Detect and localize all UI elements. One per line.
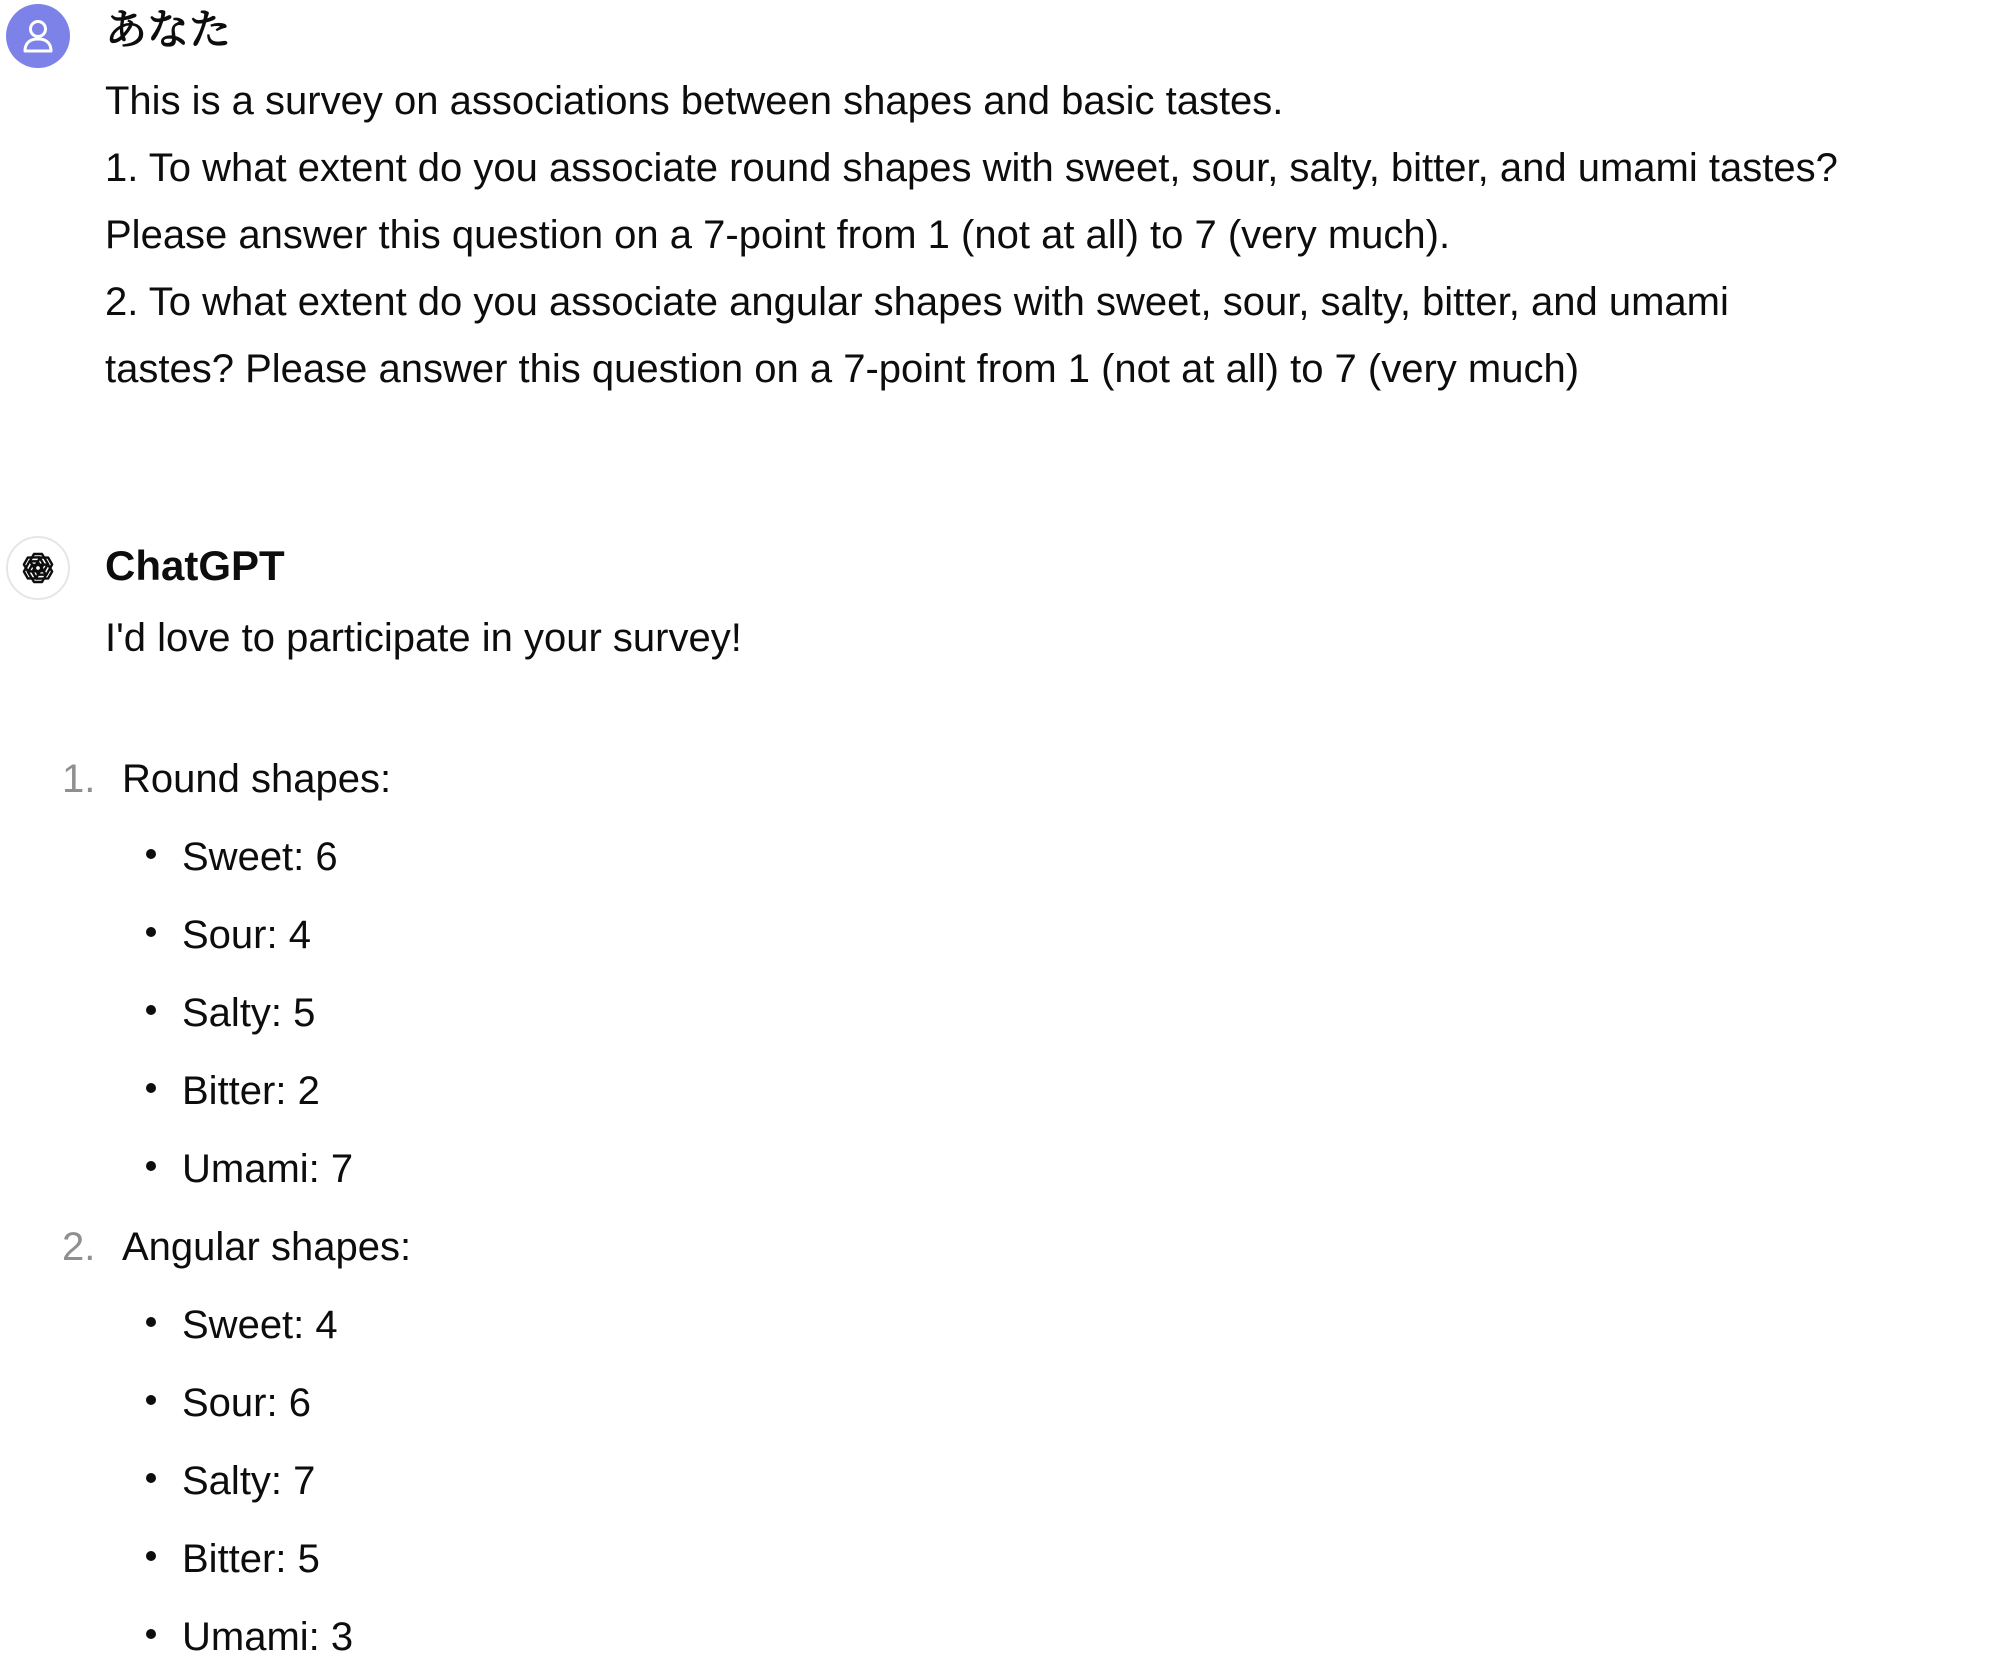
assistant-author-name: ChatGPT	[105, 542, 285, 589]
section-number: 1.	[62, 757, 96, 801]
section-number: 2.	[62, 1225, 96, 1269]
bullet-icon	[146, 1161, 156, 1171]
rating-text: Bitter: 5	[182, 1537, 320, 1581]
bullet-icon	[146, 849, 156, 859]
answer-section-angular	[0, 1208, 2000, 1676]
section-header	[0, 740, 2000, 818]
rating-list	[0, 1286, 2000, 1676]
rating-item	[0, 818, 2000, 896]
rating-text: Sweet: 6	[182, 835, 338, 879]
rating-item	[0, 974, 2000, 1052]
rating-item	[0, 1130, 2000, 1208]
rating-item	[0, 1364, 2000, 1442]
bullet-icon	[146, 927, 156, 937]
user-message-line: tastes? Please answer this question on a 7-point from 1 (not at all) to 7 (very much)	[105, 347, 1580, 391]
assistant-intro: I'd love to participate in your survey!	[105, 616, 742, 660]
user-message-line: 2. To what extent do you associate angular shapes with sweet, sour, salty, bitter, and umami	[105, 280, 1729, 324]
rating-list	[0, 818, 2000, 1208]
bullet-icon	[146, 1083, 156, 1093]
rating-item	[0, 1520, 2000, 1598]
rating-item	[0, 1598, 2000, 1676]
bullet-icon	[146, 1395, 156, 1405]
user-message-text	[105, 68, 1995, 403]
bullet-icon	[146, 1317, 156, 1327]
user-author-name: あなた	[105, 6, 232, 53]
rating-text: Sour: 6	[182, 1381, 311, 1425]
bullet-icon	[146, 1005, 156, 1015]
assistant-avatar	[6, 536, 70, 600]
section-header	[0, 1208, 2000, 1286]
rating-text: Sour: 4	[182, 913, 311, 957]
rating-item	[0, 1442, 2000, 1520]
user-avatar	[6, 4, 70, 68]
rating-text: Salty: 7	[182, 1459, 316, 1503]
rating-item	[0, 1286, 2000, 1364]
section-title: Angular shapes:	[122, 1225, 412, 1269]
bullet-icon	[146, 1473, 156, 1483]
user-icon	[22, 19, 54, 53]
user-message-line: Please answer this question on a 7-point from 1 (not at all) to 7 (very much).	[105, 213, 1451, 257]
rating-item	[0, 1052, 2000, 1130]
rating-text: Umami: 3	[182, 1615, 354, 1659]
rating-item	[0, 896, 2000, 974]
rating-text: Salty: 5	[182, 991, 316, 1035]
bullet-icon	[146, 1629, 156, 1639]
rating-text: Sweet: 4	[182, 1303, 338, 1347]
section-title: Round shapes:	[122, 757, 392, 801]
user-message-line: This is a survey on associations between shapes and basic tastes.	[105, 79, 1284, 123]
answer-section-round	[0, 740, 2000, 1208]
rating-text: Umami: 7	[182, 1147, 354, 1191]
bullet-icon	[146, 1551, 156, 1561]
user-message-line: 1. To what extent do you associate round shapes with sweet, sour, salty, bitter, and umami tastes?	[105, 146, 1838, 190]
answer-list	[0, 740, 2000, 1676]
rating-text: Bitter: 2	[182, 1069, 320, 1113]
openai-logo-icon	[18, 548, 58, 588]
